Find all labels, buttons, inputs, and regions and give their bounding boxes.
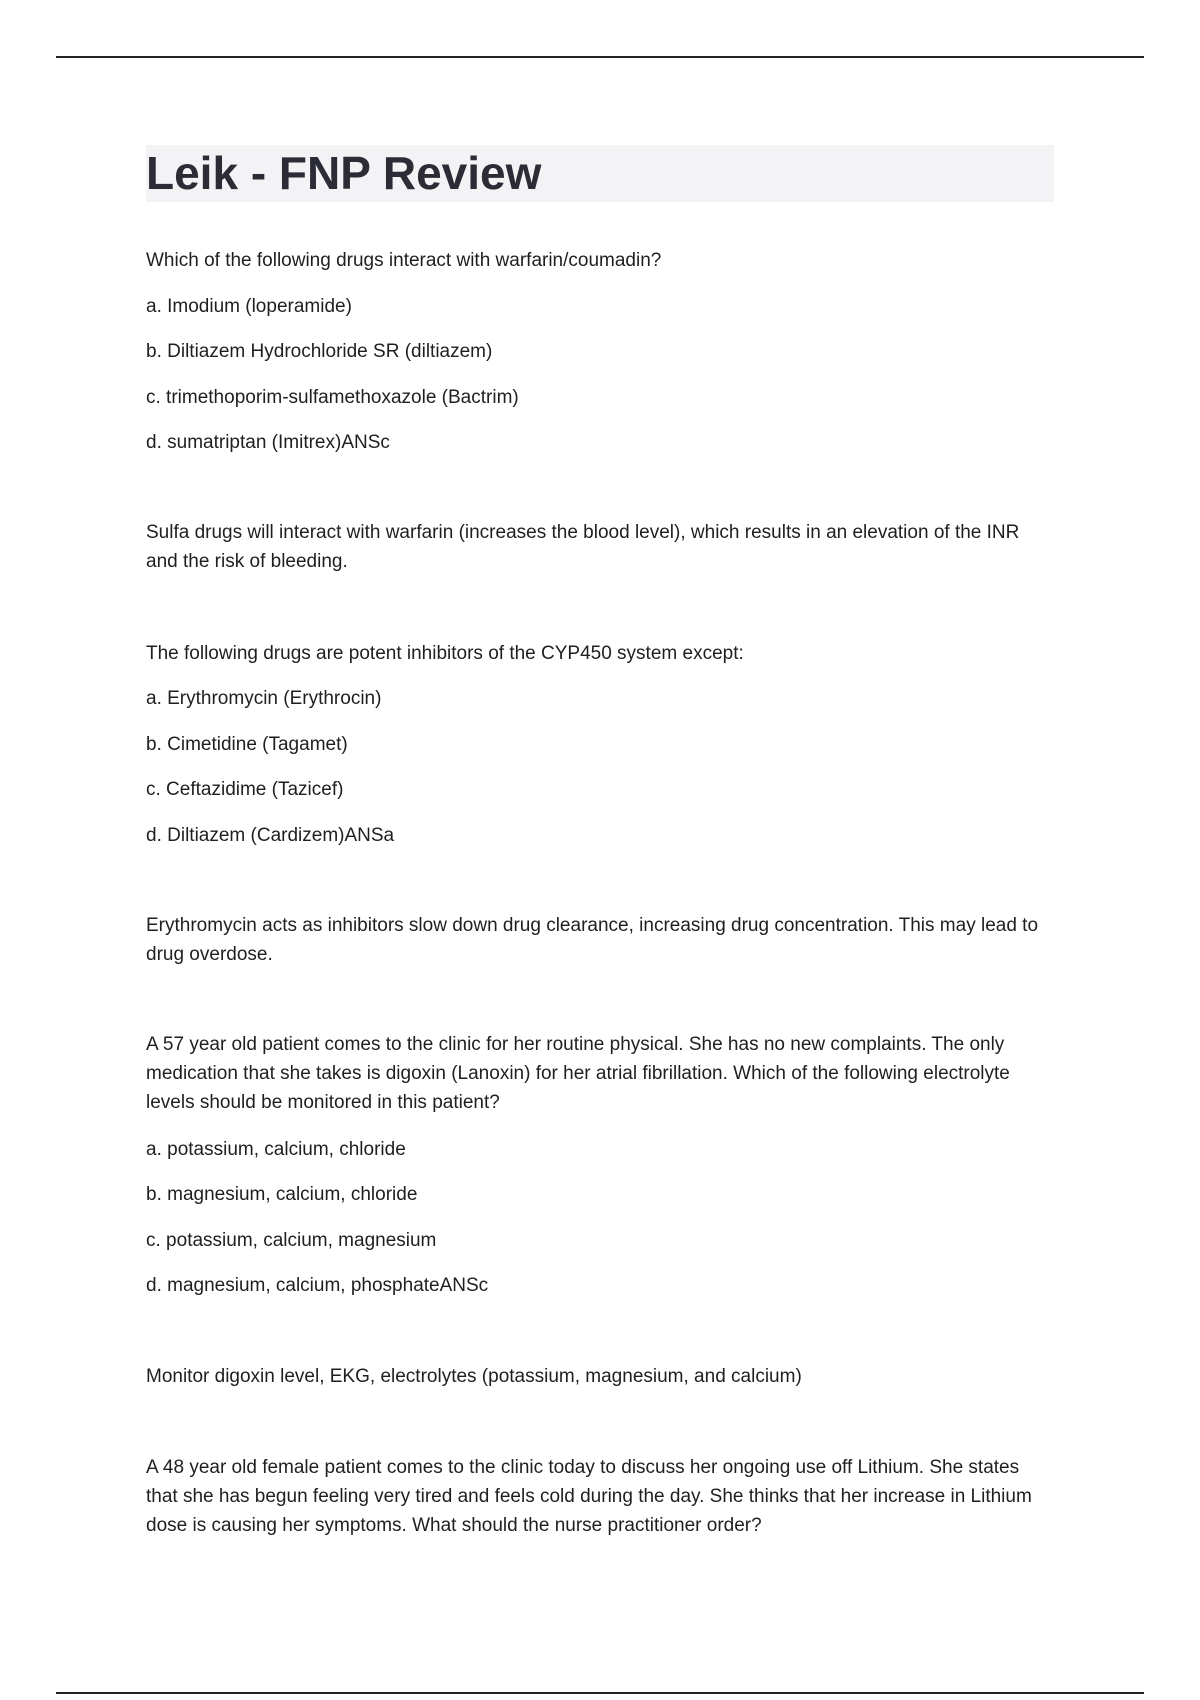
answer-1-explanation: Sulfa drugs will interact with warfarin (increases the blood level), which results in an elevation of the INR and the risk of bleeding.: [146, 522, 1020, 572]
bottom-rule: [56, 1692, 1144, 1694]
question-2: The following drugs are potent inhibitors of the CYP450 system except:: [146, 643, 744, 664]
top-rule: [56, 56, 1144, 58]
question-3-option-d: d. magnesium, calcium, phosphateANSc: [146, 1275, 489, 1296]
question-1-option-b: b. Diltiazem Hydrochloride SR (diltiazem): [146, 341, 493, 362]
question-3-option-c: c. potassium, calcium, magnesium: [146, 1230, 437, 1251]
question-2-option-b: b. Cimetidine (Tagamet): [146, 734, 348, 755]
question-3: A 57 year old patient comes to the clinic for her routine physical. She has no new complaints. The only medication that she takes is digoxin (Lanoxin) for her atrial fibrillation. Which of the following electrolyte levels should be monitored in this patient?: [146, 1034, 1010, 1113]
question-1: Which of the following drugs interact with warfarin/coumadin?: [146, 250, 662, 271]
page-title: Leik - FNP Review: [146, 147, 542, 199]
question-2-option-c: c. Ceftazidime (Tazicef): [146, 779, 344, 800]
question-1-option-d: d. sumatriptan (Imitrex)ANSc: [146, 432, 390, 453]
question-1-option-c: c. trimethoporim-sulfamethoxazole (Bactrim): [146, 387, 519, 408]
question-1-option-a: a. Imodium (loperamide): [146, 296, 352, 317]
question-4: A 48 year old female patient comes to the clinic today to discuss her ongoing use off Lithium. She states that she has begun feeling very tired and feels cold during the day. She thinks that her increase in Lithium dose is causing her symptoms. What should the nurse practitioner order?: [146, 1457, 1032, 1536]
question-3-option-b: b. magnesium, calcium, chloride: [146, 1184, 418, 1205]
answer-3-explanation: Monitor digoxin level, EKG, electrolytes (potassium, magnesium, and calcium): [146, 1366, 802, 1387]
question-2-option-a: a. Erythromycin (Erythrocin): [146, 688, 382, 709]
answer-2-explanation: Erythromycin acts as inhibitors slow down drug clearance, increasing drug concentration. This may lead to drug overdose.: [146, 915, 1039, 965]
question-2-option-d: d. Diltiazem (Cardizem)ANSa: [146, 825, 395, 846]
question-3-option-a: a. potassium, calcium, chloride: [146, 1139, 406, 1160]
